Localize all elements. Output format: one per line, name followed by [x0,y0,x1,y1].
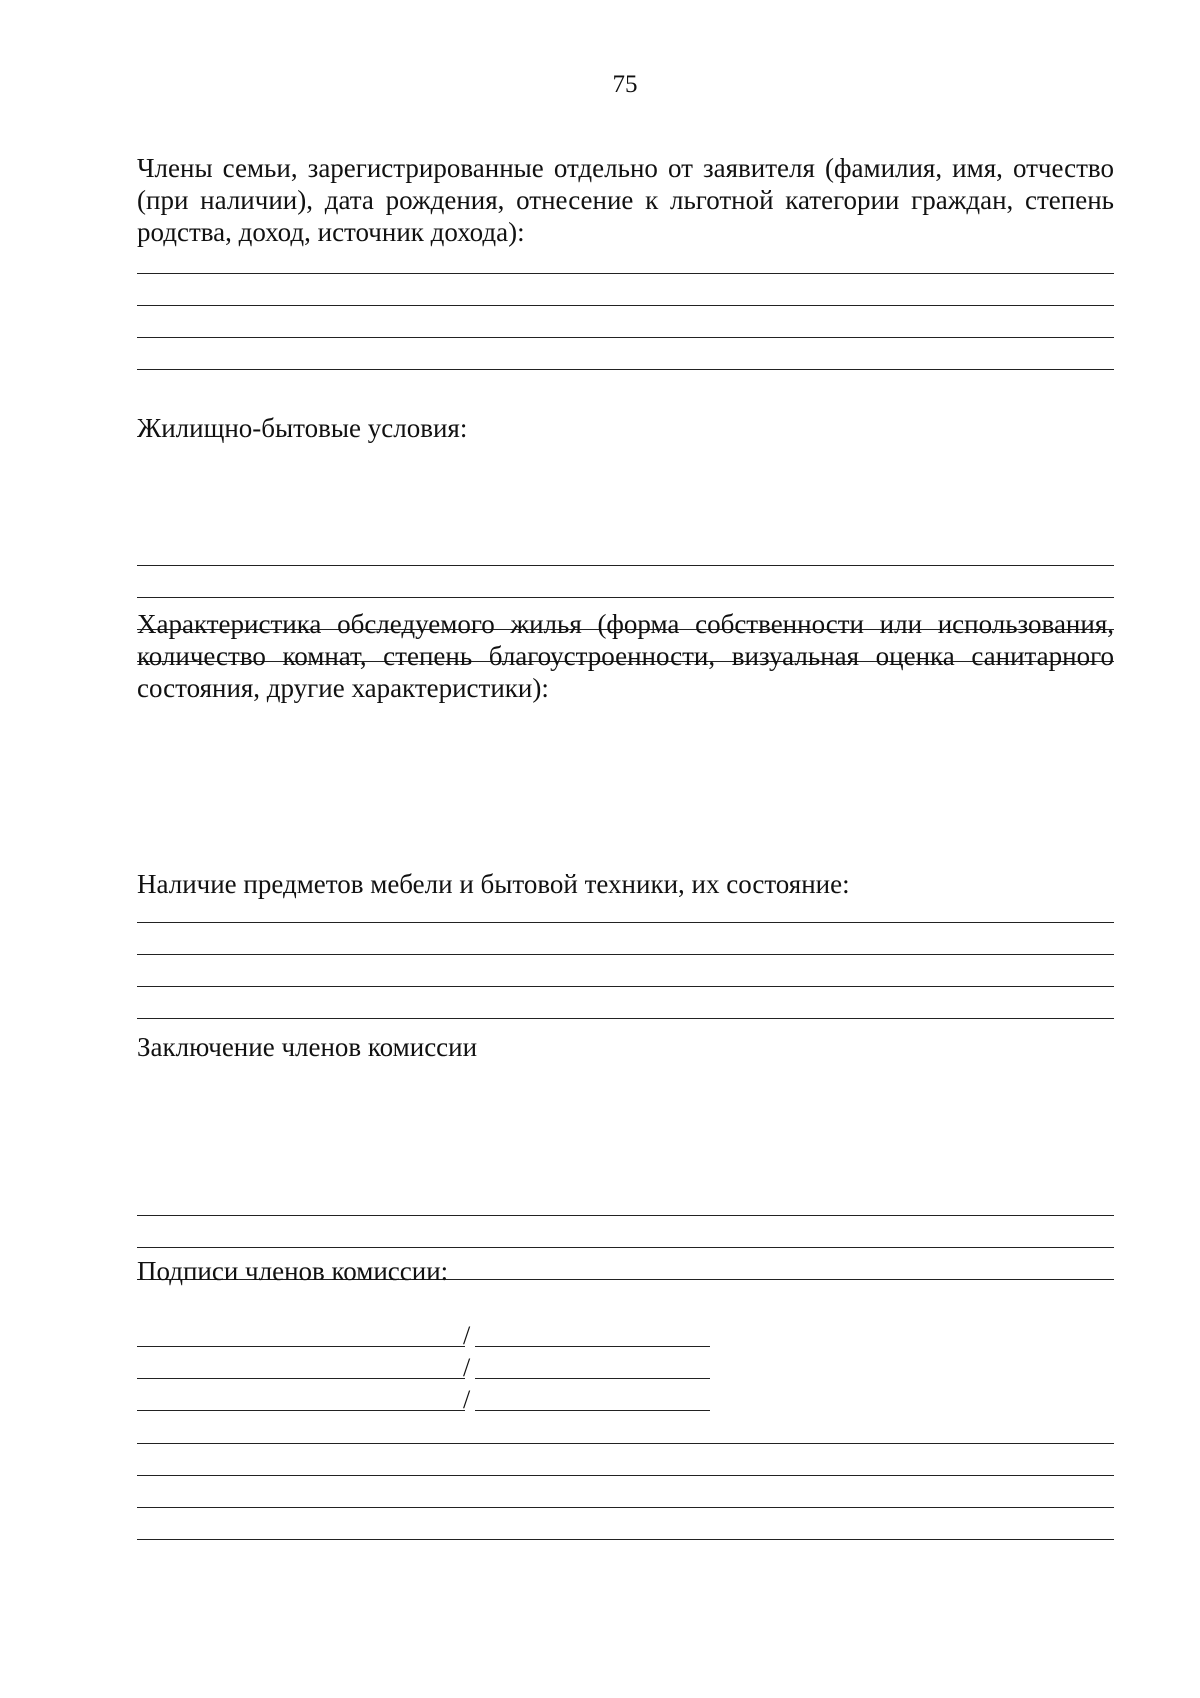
signature-row [137,1381,712,1413]
signatures-heading [137,1255,1114,1287]
signature-field[interactable] [137,1378,465,1379]
section-furniture-appliances [137,868,1114,900]
section-living-conditions [137,412,1114,444]
fill-line[interactable] [137,922,1114,923]
signature-name-field[interactable] [475,1410,710,1411]
page-number: 75 [612,71,638,98]
fill-line[interactable] [137,954,1114,955]
fill-line[interactable] [137,1507,1114,1508]
signature-block [137,1317,712,1413]
fill-line[interactable] [137,565,1114,566]
section-label: Характеристика обследуемого жилья (форма собственности или использования, количество комнат, степень благоустроенности, визуальная оценка санитарного состояния, другие характеристики): [137,609,1114,703]
signature-name-field[interactable] [475,1378,710,1379]
signature-separator: / [463,1385,471,1414]
signature-separator: / [463,1353,471,1382]
signature-row [137,1349,712,1381]
section-label: Заключение членов комиссии [137,1032,478,1062]
fill-line[interactable] [137,369,1114,370]
fill-lines-family-members [137,273,1114,370]
signature-name-field[interactable] [475,1346,710,1347]
fill-line[interactable] [137,305,1114,306]
fill-line[interactable] [137,337,1114,338]
section-label: Члены семьи, зарегистрированные отдельно от заявителя (фамилия, имя, отчество (при наличии), дата рождения, отнесение к льготной категории граждан, степень родства, доход, источник дохода): [137,153,1114,247]
signature-separator: / [463,1321,471,1350]
fill-line[interactable] [137,1539,1114,1540]
signatures-label: Подписи членов комиссии: [137,1256,449,1286]
section-family-members [137,152,1114,248]
section-label: Наличие предметов мебели и бытовой техники, их состояние: [137,869,850,899]
signature-row [137,1317,712,1349]
fill-line[interactable] [137,1475,1114,1476]
fill-line[interactable] [137,1443,1114,1444]
fill-line[interactable] [137,986,1114,987]
section-label: Жилищно-бытовые условия: [137,413,468,443]
fill-line[interactable] [137,1215,1114,1216]
fill-line[interactable] [137,1247,1114,1248]
signature-field[interactable] [137,1410,465,1411]
section-housing-characteristics [137,608,1114,704]
fill-lines-housing-characteristics [137,922,1114,1019]
signature-field[interactable] [137,1346,465,1347]
fill-line[interactable] [137,1018,1114,1019]
fill-line[interactable] [137,273,1114,274]
fill-lines-commission-conclusion [137,1443,1114,1540]
fill-line[interactable] [137,597,1114,598]
section-commission-conclusion [137,1031,1114,1063]
